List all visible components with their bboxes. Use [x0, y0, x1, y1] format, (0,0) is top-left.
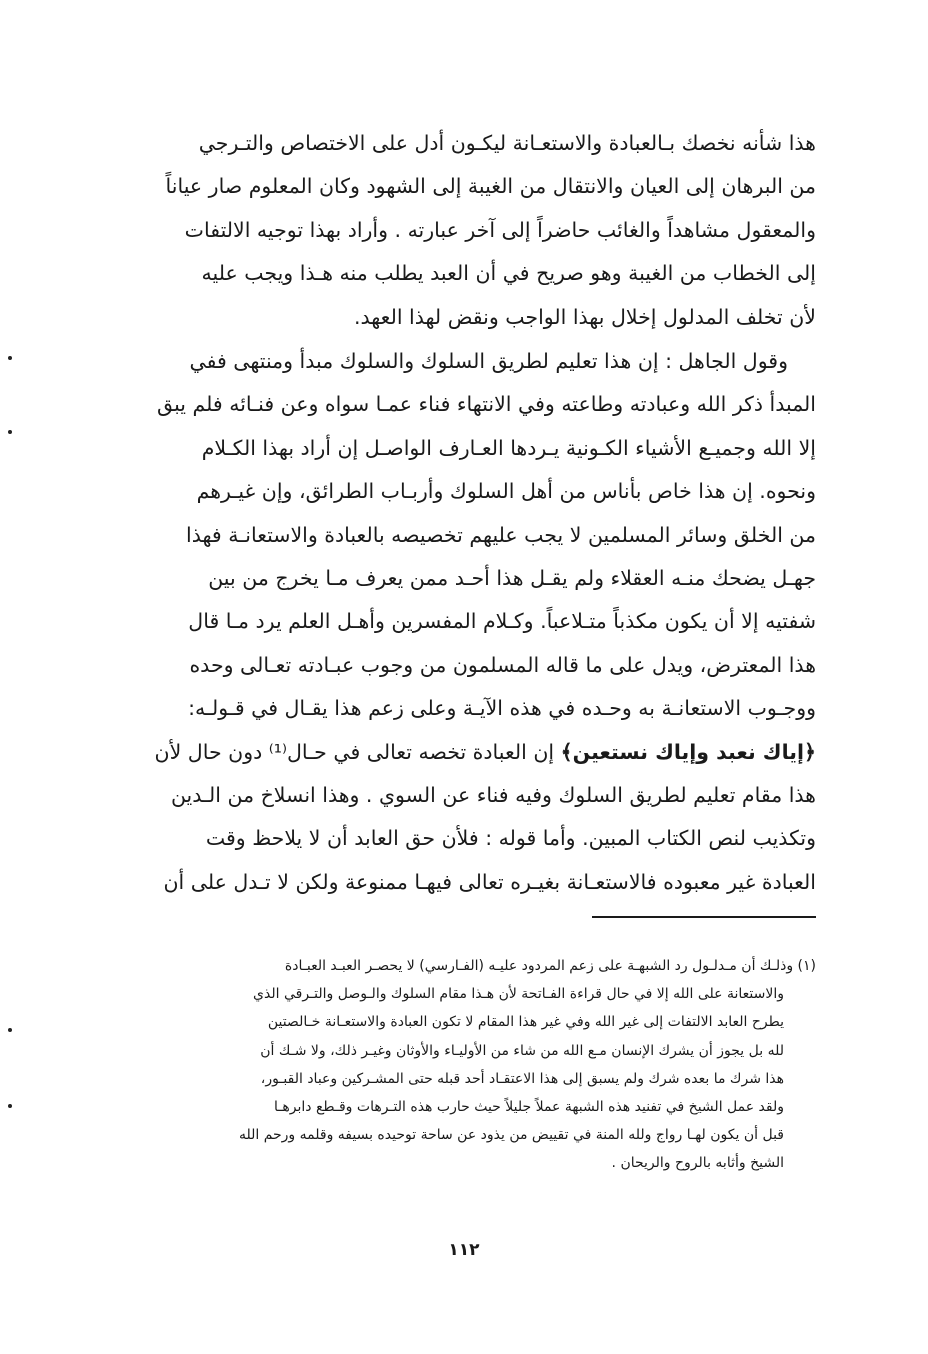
footnote-line: ولقد عمل الشيخ في تفنيد هذه الشبهة عملاً جليلاً حيث حارب هذه التـرهات وقـطع دابرهـا [274, 1098, 784, 1115]
text-line: هذا شأنه نخصك بـالعبادة والاستعـانة ليكـون أدل على الاختصاص والتـرجي [198, 131, 816, 155]
scan-mark [8, 1028, 12, 1032]
scan-mark [8, 1104, 12, 1108]
text-line: من البرهان إلى العيان والانتقال من الغيبة إلى الشهود وكان المعلوم صار عياناً [165, 174, 816, 199]
text-line: العبادة غير معبوده فالاستعـانة بغيـره تعالى فيهـا ممنوعة ولكن لا تـدل على أن [163, 869, 816, 894]
footnote-line: هذا شرك ما بعده شرك ولم يسبق إلى هذا الاعتقـاد أحد قبله حتى المشـركين وعباد القبـور، [260, 1070, 784, 1087]
footnote-line: والاستعانة على الله إلا في حال قراءة الفـاتحة لأن هـذا مقام السلوك والـوصل والتـرقي الذي [253, 986, 784, 1003]
footnote-line: لله بل يجوز أن يشرك الإنسان مـع الله من شاء من الأوليـاء والأوثان وغيـر ذلك، ولا شـك أن [260, 1042, 784, 1059]
text-line: هذا المعترض، ويدل على ما قاله المسلمون من وجوب عبـادته تعـالى وحده [189, 652, 816, 677]
text-line: جهـل يضحك منـه العقلاء ولم يقـل هذا أحـد ممن يعرف مـا يخرج من بين [208, 565, 816, 590]
footnote-line: يطرح العابد الالتفات إلى غير الله وفي غير هذا المقام لا تكون العبادة والاستعـانة خـالصتين [267, 1014, 784, 1031]
text-line: لأن تخلف المدلول إخلال بهذا الواجب ونقض لهذا العهد. [353, 304, 816, 329]
footnote-separator [592, 916, 816, 918]
text-line: والمعقول مشاهداً والغائب حاضراً إلى آخر عبارته . وأراد بهذا توجيه الالتفات [184, 217, 816, 242]
paragraph-2 [120, 340, 816, 904]
footnote [120, 952, 816, 1178]
footnote-line: الشيخ وأثابه بالروح والريحان . [611, 1155, 784, 1172]
footnote-line: (١) وذلـك أن مـدلـول رد الشبهـة على زعم المردود عليـه (الفـارسي) لا يحصـر العبـد العبـادة [284, 958, 816, 974]
scan-mark [8, 430, 12, 434]
text-line: وتكذيب لنص الكتاب المبين. وأما قوله : فلأن حق العابد أن لا يلاحظ وقت [205, 826, 816, 851]
paragraph-1 [120, 122, 816, 339]
quran-quote: ﴿إياك نعبد وإياك نستعين﴾ [560, 739, 816, 764]
text-line: شفتيه إلا أن يكون مكذباً متـلاعباً. وكـلام المفسرين وأهـل العلم يرد مـا قال [188, 609, 816, 634]
text-line: هذا مقام تعليم لطريق السلوك وفيه فناء عن السوي . وهذا انسلاخ من الـدين [170, 782, 816, 807]
text-line: ونحوه. إن هذا خاص بأناس من أهل السلوك وأربـاب الطرائق، وإن غيـرهم [196, 479, 816, 504]
quote-continuation: إن العبادة تخصه تعالى في حـال⁽¹⁾ دون حال لأن [154, 739, 561, 764]
scan-mark [8, 356, 12, 360]
text-line: وقول الجاهل : إن هذا تعليم لطريق السلوك والسلوك مبدأ ومنتهى ففي [189, 349, 788, 373]
text-line: المبدأ ذكر الله وعبادته وطاعته وفي الانتهاء فناء عمـا سواه وعن فنـائه فلم يبق [156, 392, 816, 417]
quran-quote-line [120, 731, 816, 774]
text-line: إلا الله وجميـع الأشياء الكـونية يـردها العـارف الواصـل إن أراد بهذا الكـلام [201, 435, 816, 460]
text-line: ووجـوب الاستعانـة به وحـده في هذه الآيـة وعلى زعم هذا يقـال في قـولـه: [188, 696, 816, 721]
footnote-line: قبل أن يكون لهـا رواج ولله المنة في تقييض من يذود عن ساحة توحيده بسيفه وقلمه ورحم الله [238, 1127, 784, 1144]
text-line: إلى الخطاب من الغيبة وهو صريح في أن العبد يطلب منه هـذا ويجب عليه [201, 261, 816, 286]
page-number: ١١٢ [448, 1240, 480, 1260]
text-line: من الخلق وسائر المسلمين لا يجب عليهم تخصيصه بالعبادة والاستعانـة فهذا [186, 522, 816, 547]
